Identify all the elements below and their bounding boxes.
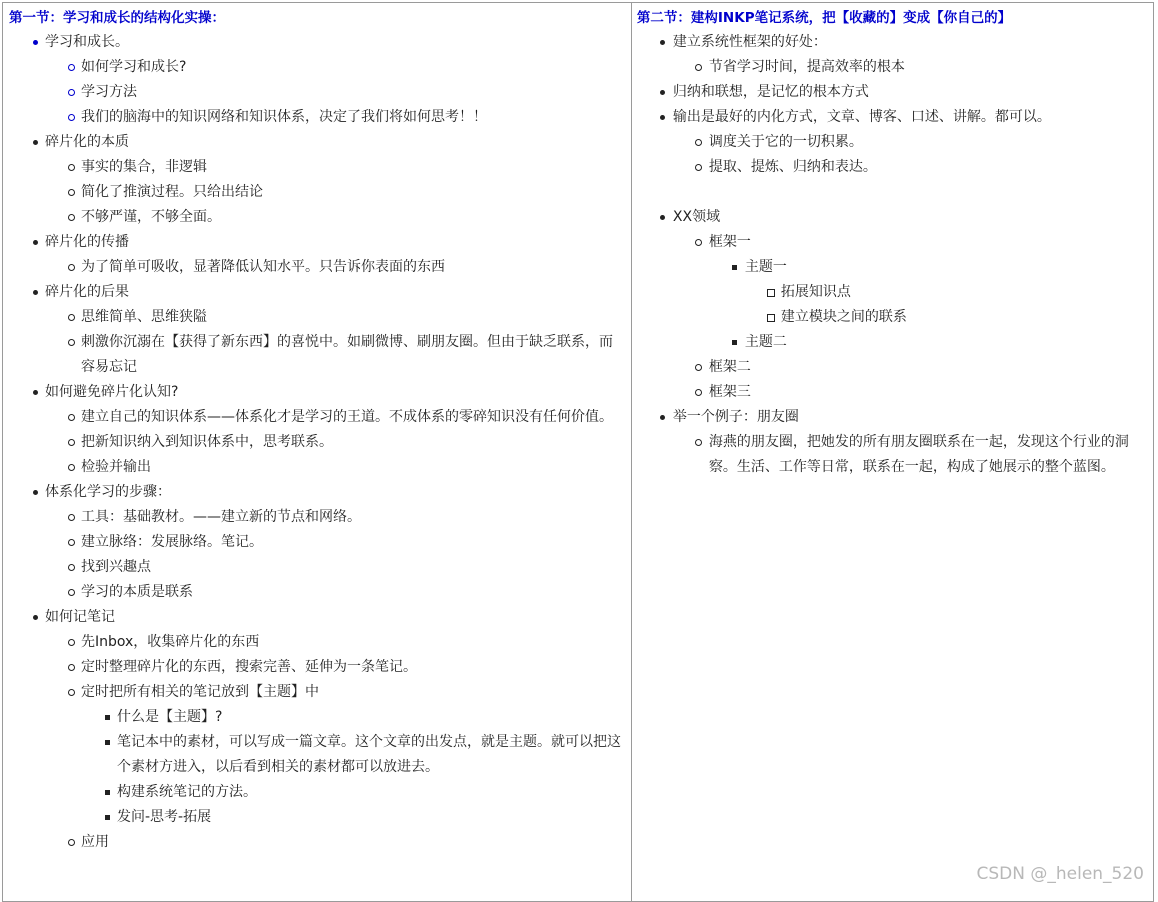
list-item-text: 举一个例子：朋友圈	[672, 409, 799, 425]
list-item-text: 主题一	[744, 259, 787, 275]
left-column	[3, 3, 632, 901]
list-item	[637, 30, 1145, 80]
list-item	[45, 430, 623, 455]
square-bullet-icon	[101, 805, 113, 830]
blank-line	[637, 180, 1145, 205]
circle-bullet-icon	[65, 180, 77, 205]
disc-bullet-icon	[657, 405, 669, 430]
list-item-text: 海燕的朋友圈，把她发的所有朋友圈联系在一起，发现这个行业的洞察。生活、工作等日常，联系在一起，构成了她展示的整个蓝图。	[708, 434, 1129, 475]
outline-level-2	[45, 305, 623, 380]
list-item-text: 节省学习时间，提高效率的根本	[708, 59, 905, 75]
circle-bullet-icon	[693, 355, 705, 380]
list-item	[637, 105, 1145, 180]
list-item	[637, 205, 1145, 405]
list-item-text: 提取、提炼、归纳和表达。	[708, 159, 877, 175]
list-item-text: 为了简单可吸收，显著降低认知水平。只告诉你表面的东西	[81, 259, 445, 275]
disc-bullet-icon	[657, 80, 669, 105]
list-item	[637, 405, 1145, 480]
circle-bullet-icon	[65, 630, 77, 655]
list-item	[81, 780, 623, 805]
circle-bullet-icon	[65, 55, 77, 80]
list-item-text: 框架一	[708, 234, 751, 250]
list-item	[9, 280, 623, 380]
outline-level-2	[673, 430, 1145, 480]
list-item-text: 建立模块之间的联系	[780, 309, 907, 325]
circle-bullet-icon	[65, 255, 77, 280]
outline-level-2	[45, 55, 623, 130]
list-item	[745, 305, 1145, 330]
list-item	[45, 655, 623, 680]
circle-bullet-icon	[693, 130, 705, 155]
right-outline	[637, 30, 1145, 480]
list-item-text: 定时把所有相关的笔记放到【主题】中	[81, 684, 319, 700]
circle-bullet-icon	[65, 505, 77, 530]
outline-level-2	[45, 630, 623, 855]
list-item-text: 定时整理碎片化的东西，搜索完善、延伸为一条笔记。	[81, 659, 417, 675]
disc-bullet-icon	[29, 230, 41, 255]
section-1-title: 第一节：学习和成长的结构化实操：	[9, 10, 225, 26]
list-item	[45, 530, 623, 555]
list-item-text: 什么是【主题】?	[117, 709, 223, 725]
list-item-text: XX领域	[672, 209, 721, 225]
circle-bullet-icon	[65, 830, 77, 855]
list-item	[9, 380, 623, 480]
section-2-title: 第二节：建构INKP笔记系统，把【收藏的】变成【你自己的】	[636, 10, 1012, 26]
list-item-text: 把新知识纳入到知识体系中，思考联系。	[81, 434, 333, 450]
list-item	[81, 730, 623, 780]
square-bullet-icon	[101, 705, 113, 730]
list-item-text: 事实的集合，非逻辑	[81, 159, 207, 175]
circle-bullet-icon	[65, 555, 77, 580]
circle-bullet-icon	[65, 155, 77, 180]
list-item-text: 发问-思考-拓展	[117, 809, 212, 825]
outline-level-2	[45, 255, 623, 280]
hollow-square-bullet-icon	[765, 280, 777, 305]
list-item-text: 先Inbox，收集碎片化的东西	[81, 634, 260, 650]
list-item-text: 主题二	[744, 334, 787, 350]
list-item	[673, 230, 1145, 355]
circle-bullet-icon	[693, 155, 705, 180]
list-item-text: 建立自己的知识体系——体系化才是学习的王道。不成体系的零碎知识没有任何价值。	[81, 409, 613, 425]
outline-level-4	[745, 280, 1145, 330]
list-item	[45, 580, 623, 605]
watermark: CSDN @_helen_520	[976, 864, 1144, 884]
list-item	[709, 330, 1145, 355]
hollow-square-bullet-icon	[765, 305, 777, 330]
list-item-text: 简化了推演过程。只给出结论	[81, 184, 263, 200]
circle-bullet-icon	[65, 105, 77, 130]
outline-level-2	[45, 155, 623, 230]
list-item	[45, 105, 623, 130]
circle-bullet-icon	[65, 430, 77, 455]
circle-bullet-icon	[65, 455, 77, 480]
list-item	[673, 430, 1145, 480]
list-item-text: 学习方法	[81, 84, 137, 100]
list-item-text: 如何学习和成长?	[81, 59, 187, 75]
outline-level-1	[637, 30, 1145, 480]
list-item-text: 笔记本中的素材，可以写成一篇文章。这个文章的出发点，就是主题。就可以把这个素材方进入，以后看到相关的素材都可以放进去。	[117, 734, 621, 775]
circle-bullet-icon	[65, 305, 77, 330]
list-item-text: 不够严谨，不够全面。	[81, 209, 221, 225]
circle-bullet-icon	[65, 580, 77, 605]
list-item	[9, 130, 623, 230]
list-item	[45, 505, 623, 530]
list-item	[673, 130, 1145, 155]
list-item	[9, 480, 623, 605]
list-item-text: 思维简单、思维狭隘	[81, 309, 207, 325]
list-item	[45, 80, 623, 105]
list-item	[9, 230, 623, 280]
right-column	[632, 3, 1153, 901]
list-item	[81, 705, 623, 730]
square-bullet-icon	[729, 255, 741, 280]
list-item-text: 如何记笔记	[45, 609, 115, 625]
list-item	[9, 605, 623, 855]
list-item	[45, 205, 623, 230]
circle-bullet-icon	[65, 330, 77, 355]
list-item	[45, 680, 623, 830]
outline-level-1	[9, 30, 623, 855]
square-bullet-icon	[729, 330, 741, 355]
list-item	[673, 355, 1145, 380]
disc-bullet-icon	[29, 480, 41, 505]
list-item-text: 我们的脑海中的知识网络和知识体系，决定了我们将如何思考！！	[81, 109, 487, 125]
list-item	[45, 255, 623, 280]
circle-bullet-icon	[65, 530, 77, 555]
circle-bullet-icon	[693, 230, 705, 255]
outline-level-2	[673, 230, 1145, 405]
list-item	[45, 305, 623, 330]
circle-bullet-icon	[693, 55, 705, 80]
list-item-text: 构建系统笔记的方法。	[117, 784, 257, 800]
disc-bullet-icon	[657, 105, 669, 130]
list-item	[45, 55, 623, 80]
list-item	[45, 180, 623, 205]
circle-bullet-icon	[693, 430, 705, 455]
list-item	[45, 630, 623, 655]
list-item-text: 建立脉络：发展脉络。笔记。	[81, 534, 263, 550]
disc-bullet-icon	[29, 280, 41, 305]
list-item	[637, 80, 1145, 105]
outline-level-3	[81, 705, 623, 830]
list-item	[673, 155, 1145, 180]
circle-bullet-icon	[65, 405, 77, 430]
list-item-text: 应用	[81, 834, 109, 850]
disc-bullet-icon	[657, 30, 669, 55]
list-item-text: 体系化学习的步骤：	[45, 484, 171, 500]
list-item-text: 学习的本质是联系	[81, 584, 193, 600]
disc-bullet-icon	[29, 605, 41, 630]
list-item-text: 碎片化的后果	[45, 284, 129, 300]
circle-bullet-icon	[693, 380, 705, 405]
outline-level-2	[45, 405, 623, 480]
list-item-text: 工具：基础教材。——建立新的节点和网络。	[81, 509, 361, 525]
list-item-text: 学习和成长。	[45, 34, 129, 50]
outline-level-2	[673, 130, 1145, 180]
list-item	[45, 830, 623, 855]
list-item-text: 碎片化的传播	[45, 234, 129, 250]
list-item-text: 找到兴趣点	[81, 559, 151, 575]
left-outline	[9, 30, 623, 855]
list-item	[45, 455, 623, 480]
list-item-text: 归纳和联想，是记忆的根本方式	[672, 84, 869, 100]
list-item-text: 拓展知识点	[780, 284, 851, 300]
list-item-text: 输出是最好的内化方式，文章、博客、口述、讲解。都可以。	[672, 109, 1051, 125]
square-bullet-icon	[101, 730, 113, 755]
list-item	[673, 380, 1145, 405]
list-item-text: 如何避免碎片化认知?	[45, 384, 179, 400]
disc-bullet-icon	[29, 380, 41, 405]
disc-bullet-icon	[29, 130, 41, 155]
list-item	[81, 805, 623, 830]
list-item-text: 框架三	[708, 384, 751, 400]
circle-bullet-icon	[65, 680, 77, 705]
circle-bullet-icon	[65, 205, 77, 230]
outline-level-2	[45, 505, 623, 605]
circle-bullet-icon	[65, 80, 77, 105]
disc-bullet-icon	[657, 205, 669, 230]
outline-level-2	[673, 55, 1145, 80]
list-item	[745, 280, 1145, 305]
document-table	[2, 2, 1154, 902]
list-item-text: 调度关于它的一切积累。	[708, 134, 863, 150]
list-item	[45, 155, 623, 180]
list-item	[45, 555, 623, 580]
list-item-text: 框架二	[708, 359, 751, 375]
list-item-text: 建立系统性框架的好处：	[672, 34, 827, 50]
list-item-text: 刺激你沉溺在【获得了新东西】的喜悦中。如刷微博、刷朋友圈。但由于缺乏联系，而容易忘记	[81, 334, 613, 375]
list-item	[673, 55, 1145, 80]
list-item-text: 检验并输出	[81, 459, 151, 475]
circle-bullet-icon	[65, 655, 77, 680]
list-item	[9, 30, 623, 130]
list-item	[45, 405, 623, 430]
list-item-text: 碎片化的本质	[45, 134, 129, 150]
outline-level-3	[709, 255, 1145, 355]
list-item	[45, 330, 623, 380]
disc-bullet-icon	[29, 30, 41, 55]
square-bullet-icon	[101, 780, 113, 805]
list-item	[709, 255, 1145, 330]
